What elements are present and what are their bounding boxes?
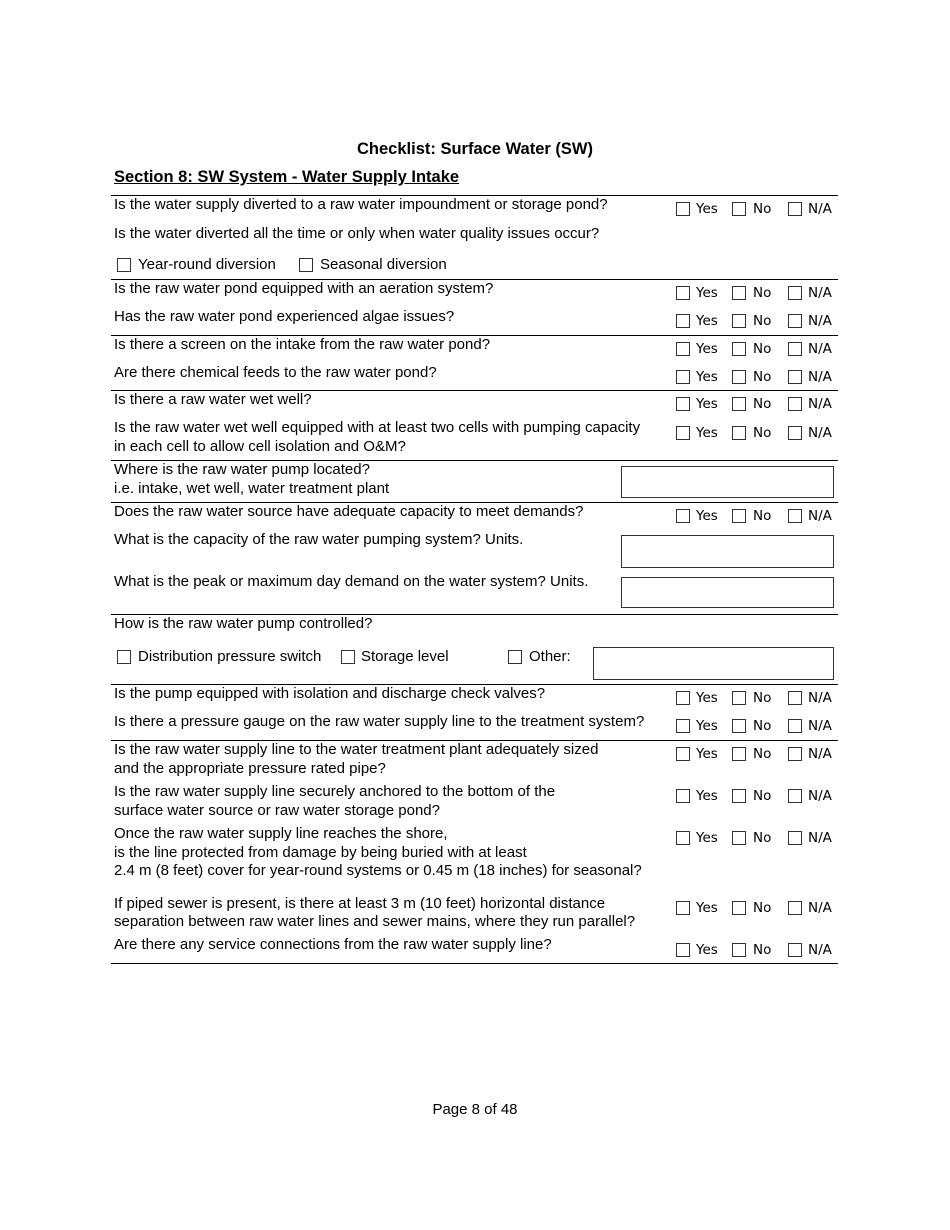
section-heading: Section 8: SW System - Water Supply Intake [114,168,460,186]
yes-checkbox[interactable] [676,789,690,803]
question-text: What is the peak or maximum day demand on the water system? Units. [114,573,589,590]
na-checkbox[interactable] [788,370,802,384]
distribution-switch-checkbox[interactable] [117,650,131,664]
no-checkbox[interactable] [732,370,746,384]
page-number: Page 8 of 48 [432,1101,518,1118]
answer-group [675,424,837,442]
answer-group [675,312,837,330]
na-label: N/A [808,508,832,524]
seasonal-checkbox[interactable] [299,258,313,272]
year-round-checkbox[interactable] [117,258,131,272]
na-label: N/A [808,396,832,412]
yes-label: Yes [696,900,718,916]
other-checkbox[interactable] [508,650,522,664]
na-label: N/A [808,690,832,706]
answer-group [675,787,837,805]
answer-group [675,941,837,959]
question-text: Has the raw water pond experienced algae issues? [114,308,455,325]
question-text: Is there a screen on the intake from the raw water pond? [114,336,491,353]
question-text: Is the raw water supply line securely anchored to the bottom of the [114,783,556,800]
no-checkbox[interactable] [732,397,746,411]
pump-location-field[interactable] [621,466,834,498]
question-text: Is the water supply diverted to a raw water impoundment or storage pond? [114,196,608,213]
yes-checkbox[interactable] [676,286,690,300]
page-title: Checklist: Surface Water (SW) [357,140,593,158]
no-label: No [753,285,772,301]
yes-label: Yes [696,313,718,329]
yes-checkbox[interactable] [676,370,690,384]
na-checkbox[interactable] [788,747,802,761]
no-checkbox[interactable] [732,314,746,328]
question-text: Is the pump equipped with isolation and discharge check valves? [114,685,546,702]
yes-label: Yes [696,830,718,846]
yes-label: Yes [696,285,718,301]
na-label: N/A [808,425,832,441]
question-text: Is there a raw water wet well? [114,391,312,408]
yes-checkbox[interactable] [676,831,690,845]
no-checkbox[interactable] [732,286,746,300]
no-label: No [753,369,772,385]
answer-group [675,368,837,386]
no-label: No [753,942,772,958]
yes-label: Yes [696,369,718,385]
na-label: N/A [808,746,832,762]
yes-label: Yes [696,690,718,706]
answer-group [675,829,837,847]
no-label: No [753,313,772,329]
question-text: Does the raw water source have adequate capacity to meet demands? [114,503,584,520]
na-label: N/A [808,201,832,217]
na-checkbox[interactable] [788,314,802,328]
na-label: N/A [808,285,832,301]
no-label: No [753,690,772,706]
question-text: Is the raw water wet well equipped with at least two cells with pumping capacity [114,419,641,436]
yes-label: Yes [696,396,718,412]
no-label: No [753,201,772,217]
na-label: N/A [808,900,832,916]
answer-group [675,200,837,218]
no-checkbox[interactable] [732,691,746,705]
no-checkbox[interactable] [732,789,746,803]
no-label: No [753,396,772,412]
na-checkbox[interactable] [788,943,802,957]
answer-group [675,717,837,735]
storage-level-checkbox[interactable] [341,650,355,664]
yes-label: Yes [696,942,718,958]
na-label: N/A [808,942,832,958]
seasonal-label: Seasonal diversion [320,256,447,273]
no-label: No [753,746,772,762]
na-checkbox[interactable] [788,691,802,705]
no-checkbox[interactable] [732,342,746,356]
question-text: surface water source or raw water storage pond? [114,802,440,819]
other-control-field[interactable] [593,647,834,680]
row-divider [111,963,838,964]
answer-group [675,340,837,358]
na-label: N/A [808,341,832,357]
na-checkbox[interactable] [788,719,802,733]
yes-checkbox[interactable] [676,202,690,216]
question-text: is the line protected from damage by being buried with at least [114,844,527,861]
no-label: No [753,718,772,734]
question-text: How is the raw water pump controlled? [114,615,373,632]
question-text: Is the raw water supply line to the water treatment plant adequately sized [114,741,599,758]
answer-group [675,284,837,302]
na-checkbox[interactable] [788,342,802,356]
na-checkbox[interactable] [788,789,802,803]
no-label: No [753,788,772,804]
question-text: Are there chemical feeds to the raw water pond? [114,364,437,381]
yes-checkbox[interactable] [676,943,690,957]
no-checkbox[interactable] [732,831,746,845]
na-label: N/A [808,830,832,846]
question-hint: i.e. intake, wet well, water treatment plant [114,480,390,497]
no-label: No [753,830,772,846]
yes-checkbox[interactable] [676,901,690,915]
year-round-label: Year-round diversion [138,256,276,273]
question-text: separation between raw water lines and sewer mains, where they run parallel? [114,913,636,930]
yes-label: Yes [696,746,718,762]
na-checkbox[interactable] [788,426,802,440]
na-checkbox[interactable] [788,831,802,845]
question-text: Is the water diverted all the time or only when water quality issues occur? [114,225,600,242]
no-checkbox[interactable] [732,202,746,216]
question-text: in each cell to allow cell isolation and O&M? [114,438,406,455]
na-checkbox[interactable] [788,286,802,300]
yes-label: Yes [696,425,718,441]
no-label: No [753,900,772,916]
no-label: No [753,341,772,357]
yes-label: Yes [696,718,718,734]
question-text: Where is the raw water pump located? [114,461,370,478]
yes-checkbox[interactable] [676,509,690,523]
question-text: What is the capacity of the raw water pumping system? Units. [114,531,524,548]
question-text: Is there a pressure gauge on the raw water supply line to the treatment system? [114,713,645,730]
yes-checkbox[interactable] [676,342,690,356]
yes-checkbox[interactable] [676,397,690,411]
answer-group [675,899,837,917]
na-checkbox[interactable] [788,397,802,411]
answer-group [675,395,837,413]
yes-checkbox[interactable] [676,426,690,440]
na-checkbox[interactable] [788,509,802,523]
na-label: N/A [808,718,832,734]
no-checkbox[interactable] [732,509,746,523]
no-checkbox[interactable] [732,901,746,915]
question-text: 2.4 m (8 feet) cover for year-round systems or 0.45 m (18 inches) for seasonal? [114,862,642,879]
other-label: Other: [529,648,571,665]
question-text: Once the raw water supply line reaches the shore, [114,825,448,842]
question-text: and the appropriate pressure rated pipe? [114,760,386,777]
pumping-capacity-field[interactable] [621,535,834,568]
yes-label: Yes [696,341,718,357]
yes-checkbox[interactable] [676,314,690,328]
answer-group [675,507,837,525]
no-checkbox[interactable] [732,943,746,957]
yes-label: Yes [696,201,718,217]
question-text: Is the raw water pond equipped with an aeration system? [114,280,494,297]
yes-checkbox[interactable] [676,747,690,761]
answer-group [675,745,837,763]
yes-label: Yes [696,508,718,524]
answer-group [675,689,837,707]
no-label: No [753,425,772,441]
yes-checkbox[interactable] [676,691,690,705]
na-checkbox[interactable] [788,901,802,915]
distribution-switch-label: Distribution pressure switch [138,648,322,665]
yes-label: Yes [696,788,718,804]
storage-level-label: Storage level [361,648,449,665]
question-text: Are there any service connections from the raw water supply line? [114,936,552,953]
yes-checkbox[interactable] [676,719,690,733]
no-checkbox[interactable] [732,747,746,761]
no-checkbox[interactable] [732,719,746,733]
peak-demand-field[interactable] [621,577,834,608]
na-checkbox[interactable] [788,202,802,216]
na-label: N/A [808,788,832,804]
na-label: N/A [808,313,832,329]
no-label: No [753,508,772,524]
no-checkbox[interactable] [732,426,746,440]
question-text: If piped sewer is present, is there at least 3 m (10 feet) horizontal distance [114,895,606,912]
na-label: N/A [808,369,832,385]
